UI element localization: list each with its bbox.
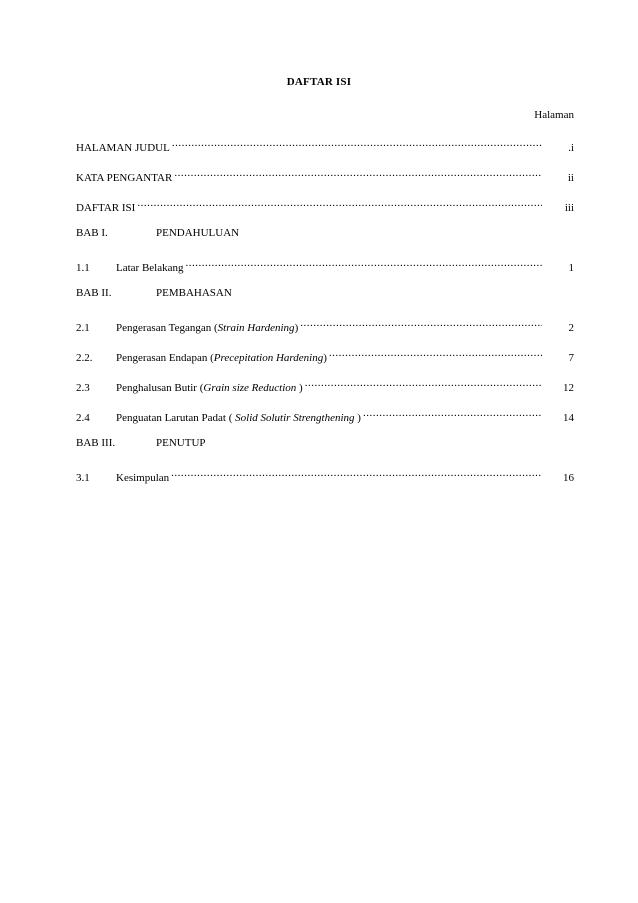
toc-section-number: 2.1 — [76, 322, 90, 334]
toc-entry-page: iii — [564, 202, 574, 214]
dot-leader — [137, 195, 542, 211]
toc-chapter-bab-2 — [76, 285, 574, 301]
dot-leader — [171, 465, 542, 481]
toc-entry-halaman-judul — [76, 135, 574, 154]
dot-leader — [305, 375, 542, 391]
toc-chapter-number: BAB III. — [76, 437, 116, 449]
page-title: DAFTAR ISI — [286, 76, 352, 88]
toc-entry-text: KATA PENGANTAR — [76, 172, 173, 184]
dot-leader — [174, 165, 542, 181]
toc-entry-page: .i — [568, 142, 574, 154]
toc-chapter-number: BAB I. — [76, 227, 108, 239]
toc-entry-page: 14 — [563, 412, 574, 424]
toc-entry-page: 2 — [568, 322, 574, 334]
toc-entry-2-1 — [76, 315, 574, 334]
toc-chapter-bab-1 — [76, 225, 574, 241]
toc-entry-text: Latar Belakang — [116, 262, 184, 274]
dot-leader — [363, 405, 542, 421]
toc-entry-2-3 — [76, 375, 574, 394]
toc-entry-text: HALAMAN JUDUL — [76, 142, 170, 154]
toc-entry-text: Pengerasan Endapan (Precepitation Hardening) — [116, 352, 327, 364]
toc-entry-daftar-isi — [76, 195, 574, 214]
toc-entry-page: ii — [567, 172, 574, 184]
toc-entry-1-1 — [76, 255, 574, 274]
dot-leader — [186, 255, 543, 271]
dot-leader — [329, 345, 542, 361]
toc-entry-page: 16 — [563, 472, 574, 484]
toc-entry-2-2 — [76, 345, 574, 364]
toc-section-number: 2.2. — [76, 352, 93, 364]
toc-chapter-bab-3 — [76, 435, 574, 451]
toc-entry-text: Pengerasan Tegangan (Strain Hardening) — [116, 322, 299, 334]
dot-leader — [172, 135, 542, 151]
toc-entry-page: 12 — [563, 382, 574, 394]
toc-section-number: 3.1 — [76, 472, 90, 484]
toc-chapter-title: PENUTUP — [156, 437, 206, 449]
toc-entry-page: 7 — [568, 352, 574, 364]
toc-entry-text: DAFTAR ISI — [76, 202, 136, 214]
toc-chapter-number: BAB II. — [76, 287, 112, 299]
toc-chapter-title: PENDAHULUAN — [156, 227, 240, 239]
page-column-label: Halaman — [534, 109, 574, 121]
toc-chapter-title: PEMBAHASAN — [156, 287, 232, 299]
toc-section-number: 2.4 — [76, 412, 90, 424]
toc-entry-kata-pengantar — [76, 165, 574, 184]
toc-section-number: 2.3 — [76, 382, 90, 394]
toc-entry-text: Penguatan Larutan Padat ( Solid Solutir Strengthening ) — [116, 412, 361, 424]
toc-section-number: 1.1 — [76, 262, 90, 274]
toc-entry-text: Penghalusan Butir (Grain size Reduction ) — [116, 382, 303, 394]
toc-entry-2-4 — [76, 405, 574, 424]
toc-entry-3-1 — [76, 465, 574, 484]
toc-entry-text: Kesimpulan — [116, 472, 170, 484]
dot-leader — [300, 315, 542, 331]
toc-entry-page: 1 — [568, 262, 574, 274]
